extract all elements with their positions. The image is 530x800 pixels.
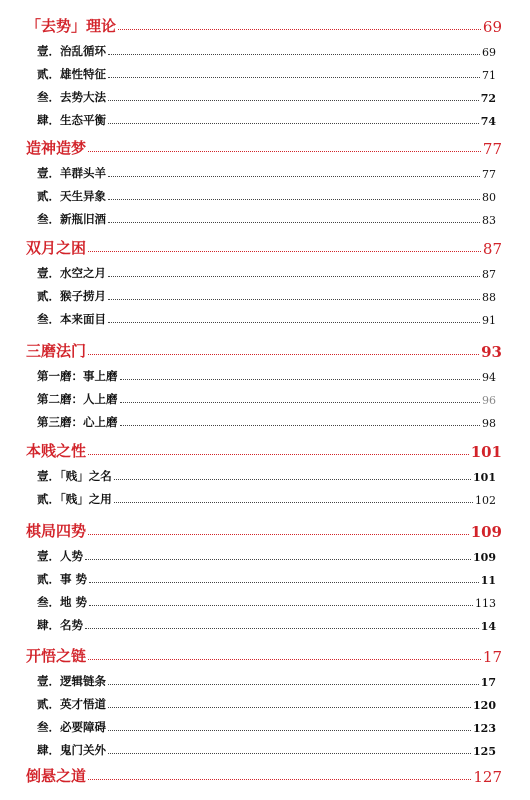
toc-entry[interactable] bbox=[0, 407, 530, 430]
entry-page-number: 123 bbox=[473, 722, 496, 735]
toc-section bbox=[0, 337, 530, 430]
entry-page-number: 69 bbox=[482, 46, 496, 59]
dot-leader bbox=[108, 276, 480, 277]
entry-label: 贰．天生异象 bbox=[37, 189, 106, 203]
dot-leader bbox=[88, 251, 481, 252]
dot-leader bbox=[108, 176, 480, 177]
dot-leader bbox=[108, 100, 479, 101]
entry-page-number: 87 bbox=[482, 268, 496, 281]
entry-page-number: 125 bbox=[473, 745, 496, 758]
dot-leader bbox=[108, 199, 480, 200]
dot-leader bbox=[114, 479, 471, 480]
dot-leader bbox=[88, 779, 471, 780]
entry-label: 叁．必要障碍 bbox=[37, 720, 106, 734]
entry-label: 叁．地 势 bbox=[37, 595, 88, 609]
dot-leader bbox=[85, 628, 479, 629]
entry-label: 壹．水空之月 bbox=[37, 266, 106, 280]
entry-label: 贰．猴子捞月 bbox=[37, 289, 106, 303]
dot-leader bbox=[88, 151, 481, 152]
entry-page-number: 17 bbox=[480, 676, 496, 689]
entry-label: 叁．本来面目 bbox=[37, 312, 106, 326]
section-title: 造神造梦 bbox=[26, 139, 87, 157]
toc-entry[interactable] bbox=[0, 105, 530, 128]
section-heading[interactable] bbox=[0, 12, 530, 36]
entry-page-number: 101 bbox=[473, 471, 496, 484]
section-title: 开悟之链 bbox=[26, 647, 87, 665]
dot-leader bbox=[108, 684, 479, 685]
section-page-number: 101 bbox=[470, 443, 502, 461]
entry-label: 壹．羊群头羊 bbox=[37, 166, 106, 180]
toc-entry[interactable] bbox=[0, 666, 530, 689]
entry-page-number: 14 bbox=[480, 620, 496, 633]
section-heading[interactable] bbox=[0, 337, 530, 361]
section-title: 三磨法门 bbox=[26, 342, 87, 360]
entry-page-number: 72 bbox=[480, 92, 496, 105]
entry-page-number: 98 bbox=[482, 417, 496, 430]
entry-page-number: 96 bbox=[482, 394, 496, 407]
dot-leader bbox=[88, 454, 469, 455]
toc-entry[interactable] bbox=[0, 82, 530, 105]
dot-leader bbox=[108, 299, 480, 300]
section-title: 倒悬之道 bbox=[26, 767, 87, 785]
dot-leader bbox=[114, 502, 473, 503]
toc-section bbox=[0, 642, 530, 758]
entry-label: 肆．鬼门关外 bbox=[37, 743, 106, 757]
dot-leader bbox=[88, 534, 469, 535]
toc-section bbox=[0, 234, 530, 327]
toc-entry[interactable] bbox=[0, 587, 530, 610]
section-page-number: 93 bbox=[481, 343, 502, 361]
section-page-number: 77 bbox=[482, 140, 502, 158]
section-heading[interactable] bbox=[0, 517, 530, 541]
dot-leader bbox=[88, 659, 481, 660]
entry-label: 贰．事 势 bbox=[37, 572, 88, 586]
toc-entry[interactable] bbox=[0, 181, 530, 204]
toc-entry[interactable] bbox=[0, 610, 530, 633]
section-heading[interactable] bbox=[0, 437, 530, 461]
toc-entry[interactable] bbox=[0, 36, 530, 59]
section-title: 棋局四势 bbox=[26, 522, 87, 540]
entry-page-number: 11 bbox=[480, 574, 496, 587]
section-page-number: 127 bbox=[473, 768, 502, 786]
section-title: 「去势」理论 bbox=[26, 17, 117, 35]
dot-leader bbox=[108, 730, 471, 731]
dot-leader bbox=[85, 559, 471, 560]
toc-section bbox=[0, 134, 530, 227]
dot-leader bbox=[118, 29, 481, 30]
section-page-number: 87 bbox=[482, 240, 502, 258]
entry-label: 第二磨：人上磨 bbox=[37, 392, 118, 406]
section-page-number: 17 bbox=[482, 648, 502, 666]
dot-leader bbox=[108, 322, 480, 323]
entry-page-number: 113 bbox=[475, 597, 496, 610]
entry-page-number: 71 bbox=[482, 69, 496, 82]
toc-entry[interactable] bbox=[0, 541, 530, 564]
entry-label: 壹．逻辑链条 bbox=[37, 674, 106, 688]
entry-label: 叁．新瓶旧酒 bbox=[37, 212, 106, 226]
section-heading[interactable] bbox=[0, 234, 530, 258]
entry-page-number: 77 bbox=[482, 168, 496, 181]
dot-leader bbox=[120, 379, 481, 380]
entry-page-number: 91 bbox=[482, 314, 496, 327]
toc-entry[interactable] bbox=[0, 59, 530, 82]
toc-entry[interactable] bbox=[0, 484, 530, 507]
toc-entry[interactable] bbox=[0, 158, 530, 181]
section-title: 本贱之性 bbox=[26, 442, 87, 460]
dot-leader bbox=[120, 425, 481, 426]
entry-label: 贰．「贱」之用 bbox=[37, 492, 112, 506]
toc-section bbox=[0, 12, 530, 128]
toc-entry[interactable] bbox=[0, 361, 530, 384]
section-heading[interactable] bbox=[0, 134, 530, 158]
section-heading[interactable] bbox=[0, 762, 530, 786]
dot-leader bbox=[108, 222, 480, 223]
entry-label: 叁．去势大法 bbox=[37, 90, 106, 104]
section-page-number: 109 bbox=[470, 523, 502, 541]
toc-entry[interactable] bbox=[0, 564, 530, 587]
toc-entry[interactable] bbox=[0, 258, 530, 281]
toc-section bbox=[0, 437, 530, 507]
entry-label: 肆．名势 bbox=[37, 618, 83, 632]
dot-leader bbox=[89, 605, 473, 606]
toc-entry[interactable] bbox=[0, 461, 530, 484]
toc-entry[interactable] bbox=[0, 689, 530, 712]
toc-entry[interactable] bbox=[0, 712, 530, 735]
entry-label: 第三磨：心上磨 bbox=[37, 415, 118, 429]
toc-section bbox=[0, 762, 530, 786]
dot-leader bbox=[89, 582, 479, 583]
entry-page-number: 109 bbox=[473, 551, 496, 564]
section-heading[interactable] bbox=[0, 642, 530, 666]
toc-entry[interactable] bbox=[0, 735, 530, 758]
entry-label: 第一磨：事上磨 bbox=[37, 369, 118, 383]
entry-page-number: 94 bbox=[482, 371, 496, 384]
entry-page-number: 80 bbox=[482, 191, 496, 204]
entry-page-number: 83 bbox=[482, 214, 496, 227]
section-title: 双月之困 bbox=[26, 239, 87, 257]
toc-entry[interactable] bbox=[0, 304, 530, 327]
entry-label: 壹．「贱」之名 bbox=[37, 469, 112, 483]
toc-entry[interactable] bbox=[0, 384, 530, 407]
dot-leader bbox=[108, 77, 480, 78]
dot-leader bbox=[108, 753, 471, 754]
dot-leader bbox=[88, 354, 479, 355]
toc-entry[interactable] bbox=[0, 281, 530, 304]
dot-leader bbox=[108, 54, 480, 55]
entry-label: 贰．雄性特征 bbox=[37, 67, 106, 81]
toc-entry[interactable] bbox=[0, 204, 530, 227]
dot-leader bbox=[108, 123, 479, 124]
entry-page-number: 120 bbox=[473, 699, 496, 712]
toc-section bbox=[0, 517, 530, 633]
entry-page-number: 74 bbox=[480, 115, 496, 128]
section-page-number: 69 bbox=[482, 18, 502, 36]
entry-label: 壹．治乱循环 bbox=[37, 44, 106, 58]
dot-leader bbox=[108, 707, 471, 708]
entry-label: 壹．人势 bbox=[37, 549, 83, 563]
entry-label: 贰．英才悟道 bbox=[37, 697, 106, 711]
entry-page-number: 88 bbox=[482, 291, 496, 304]
entry-page-number: 102 bbox=[475, 494, 496, 507]
dot-leader bbox=[120, 402, 481, 403]
entry-label: 肆．生态平衡 bbox=[37, 113, 106, 127]
